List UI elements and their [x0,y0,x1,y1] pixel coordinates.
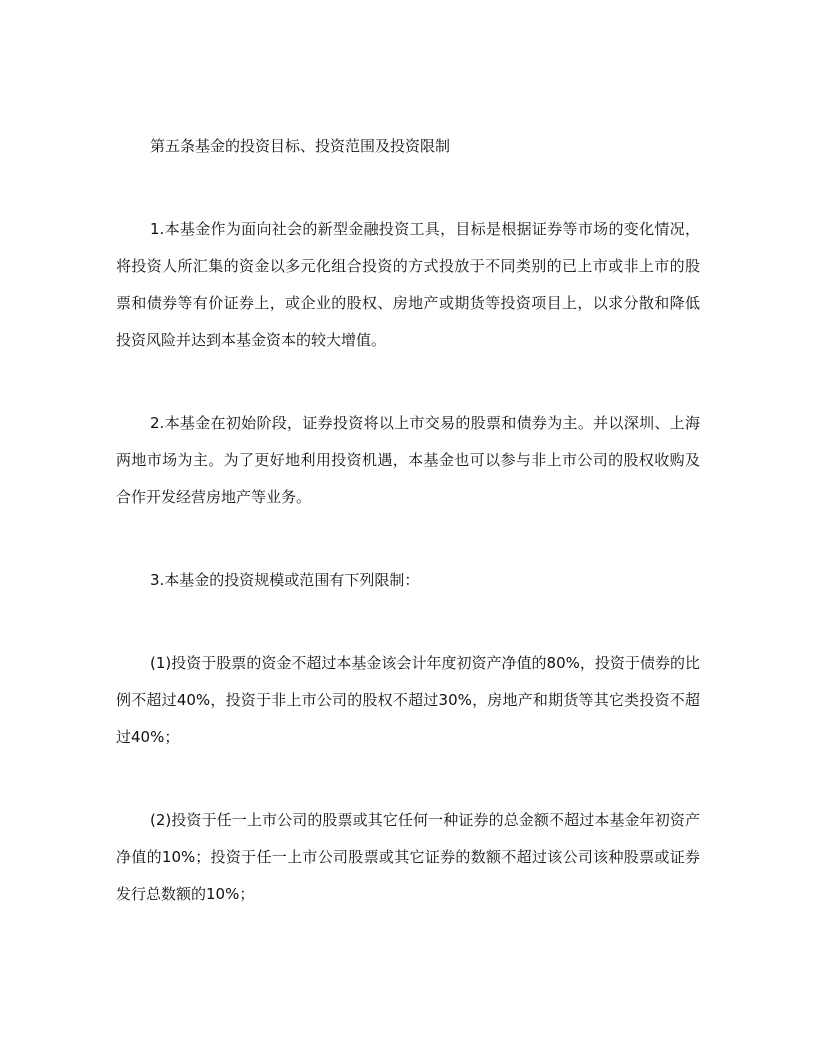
paragraph-limit-2: (2)投资于任一上市公司的股票或其它任何一种证券的总金额不超过本基金年初资产净值的10%；投资于任一上市公司股票或其它证券的数额不超过该公司该种股票或证券发行总数额的10%； [116,811,700,903]
document-body [116,128,700,913]
paragraph-initial-stage: 2.本基金在初始阶段，证券投资将以上市交易的股票和债券为主。并以深圳、上海两地市场为主。为了更好地利用投资机遇，本基金也可以参与非上市公司的股权收购及合作开发经营房地产等业务。 [116,414,700,506]
paragraph-investment-limits: 3.本基金的投资规模或范围有下列限制： [150,571,420,589]
paragraph-investment-objective: 1.本基金作为面向社会的新型金融投资工具，目标是根据证券等市场的变化情况，将投资人所汇集的资金以多元化组合投资的方式投放于不同类别的已上市或非上市的股票和债券等有价证券上，或企业的股权、房地产或期货等投资项目上，以求分散和降低投资风险并达到本基金资本的较大增值。 [116,220,700,349]
article-heading: 第五条基金的投资目标、投资范围及投资限制 [150,137,451,155]
paragraph-limit-1: (1)投资于股票的资金不超过本基金该会计年度初资产净值的80%，投资于债券的比例不超过40%，投资于非上市公司的股权不超过30%，房地产和期货等其它类投资不超过40%； [116,654,700,746]
